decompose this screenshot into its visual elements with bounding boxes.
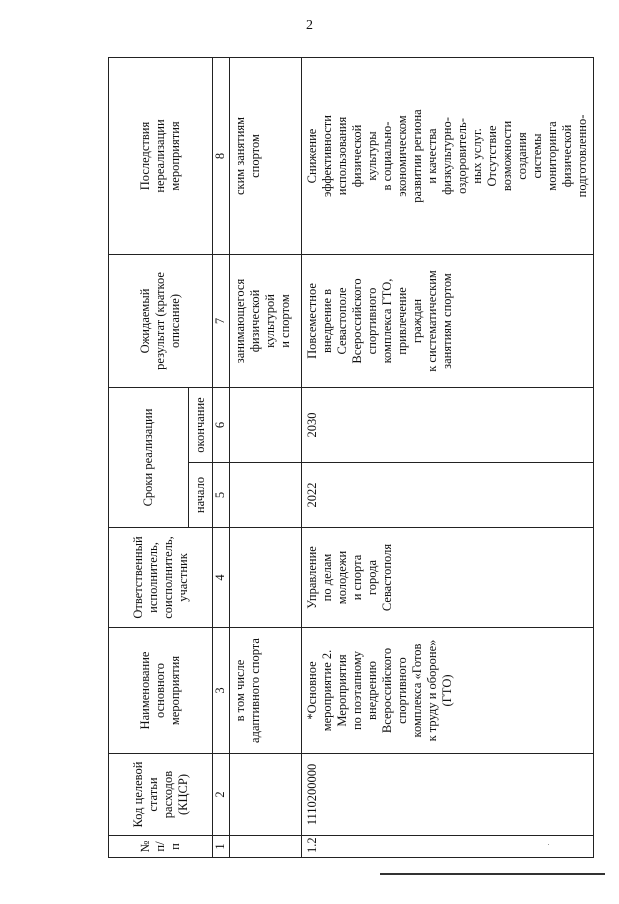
cell-result: занимающегося физической культурой и спортом <box>230 254 302 387</box>
cell-consequences: ским занятиям спортом <box>230 57 302 254</box>
column-number: 1 <box>213 836 230 858</box>
header-name: Наименование основного мероприятия <box>109 628 213 754</box>
cell-executor <box>230 528 302 628</box>
header-end: окончание <box>189 387 213 462</box>
column-number: 3 <box>213 628 230 754</box>
header-number: № п/п <box>109 836 213 858</box>
column-number: 2 <box>213 754 230 836</box>
header-start: начало <box>189 463 213 528</box>
activities-table <box>108 57 594 858</box>
cell-name: в том числе адаптивного спорта <box>230 628 302 754</box>
column-number: 6 <box>213 387 230 462</box>
cell-end <box>230 387 302 462</box>
header-executor: Ответственный исполнитель, соисполнитель, участник <box>109 528 213 628</box>
header-terms: Сроки реализации <box>109 387 189 527</box>
column-number: 7 <box>213 254 230 387</box>
cell-start: 2022 <box>302 463 594 528</box>
header-code: Код целевой статьи расходов (КЦСР) <box>109 754 213 836</box>
bottom-rule <box>380 873 605 875</box>
page-number: 2 <box>306 18 313 33</box>
cell-executor: Управление по делам молодежи и спорта города Севастополя <box>302 528 594 628</box>
column-number-row <box>213 57 230 857</box>
cell-number <box>230 836 302 858</box>
column-number: 8 <box>213 57 230 254</box>
cell-name: *Основное мероприятие 2. Мероприятия по поэтапному внедрению Всероссийского спортивного комплекса «Готов к труду и обороне» (ГТО) <box>302 628 594 754</box>
cell-number: 1.2 <box>302 836 594 858</box>
header-row <box>109 57 189 857</box>
cell-result: Повсеместное внедрение в Севастополе Всероссийского спортивного комплекса ГТО, привлечение граждан к систематическим занятиям спортом <box>302 254 594 387</box>
header-result: Ожидаемый результат (краткое описание) <box>109 254 213 387</box>
cell-end: 2030 <box>302 387 594 462</box>
table-row-continuation <box>230 57 302 857</box>
cell-consequences: Снижение эффективности использования физической культуры в социально- экономическом развитии региона и качества физкультурно- оздоровитель- ных услуг. Отсутствие возможности создания системы мониторинга физической подготовленно- <box>302 57 594 254</box>
scan-mark <box>548 844 549 845</box>
header-consequences: Последствия нереализации мероприятия <box>109 57 213 254</box>
cell-code: 1110200000 <box>302 754 594 836</box>
table-row-1-2 <box>302 57 594 857</box>
column-number: 5 <box>213 463 230 528</box>
rotated-table-container <box>108 58 589 858</box>
cell-start <box>230 463 302 528</box>
column-number: 4 <box>213 528 230 628</box>
cell-code <box>230 754 302 836</box>
